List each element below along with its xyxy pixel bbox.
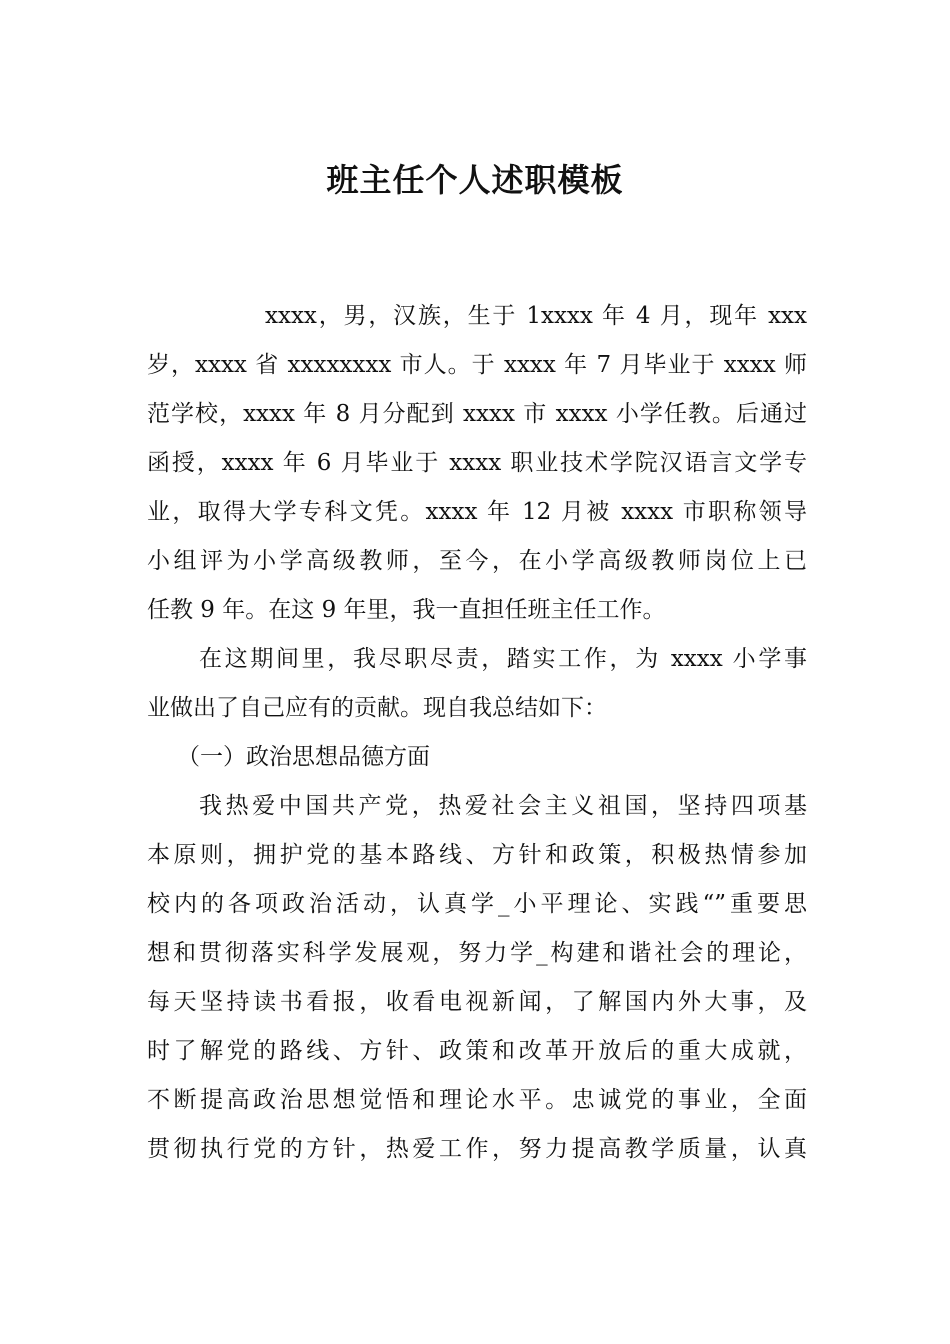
text-line: 我热爱中国共产党，热爱社会主义祖国，坚持四项基 xyxy=(199,793,807,819)
text-line: 函授，xxxx 年 6 月毕业于 xxxx 职业技术学院汉语言文学专 xyxy=(147,450,807,476)
text-line: 任教 9 年。在这 9 年里，我一直担任班主任工作。 xyxy=(147,597,666,623)
text-line: 想和贯彻落实科学发展观，努力学_构建和谐社会的理论， xyxy=(147,940,807,966)
text-line: 校内的各项政治活动，认真学_小平理论、实践“”重要思 xyxy=(147,891,807,917)
text-line: 每天坚持读书看报，收看电视新闻，了解国内外大事，及 xyxy=(147,989,807,1015)
text-line: 在这期间里，我尽职尽责，踏实工作，为 xxxx 小学事 xyxy=(199,646,807,672)
paragraph-intro xyxy=(147,292,807,635)
paragraph-politics xyxy=(147,782,807,1174)
text-line: 贯彻执行党的方针，热爱工作，努力提高教学质量，认真 xyxy=(147,1136,807,1162)
section-heading xyxy=(147,733,807,782)
text-line: 岁，xxxx 省 xxxxxxxx 市人。于 xxxx 年 7 月毕业于 xxxx 师 xyxy=(147,352,807,378)
document-body xyxy=(147,292,807,1174)
section-heading-text: （一）政治思想品德方面 xyxy=(177,744,430,770)
text-line: 业，取得大学专科文凭。xxxx 年 12 月被 xxxx 市职称领导 xyxy=(147,499,807,525)
text-line: 小组评为小学高级教师，至今，在小学高级教师岗位上已 xyxy=(147,548,807,574)
text-line: xxxx，男，汉族，生于 1xxxx 年 4 月，现年 xxx xyxy=(265,303,807,329)
text-line: 业做出了自己应有的贡献。现自我总结如下： xyxy=(147,695,607,721)
text-line: 本原则，拥护党的基本路线、方针和政策，积极热情参加 xyxy=(147,842,807,868)
text-line: 不断提高政治思想觉悟和理论水平。忠诚党的事业，全面 xyxy=(147,1087,807,1113)
text-line: 范学校，xxxx 年 8 月分配到 xxxx 市 xxxx 小学任教。后通过 xyxy=(147,401,807,427)
document-title: 班主任个人述职模板 xyxy=(326,161,624,199)
paragraph-summary xyxy=(147,635,807,733)
text-line: 时了解党的路线、方针、政策和改革开放后的重大成就， xyxy=(147,1038,807,1064)
